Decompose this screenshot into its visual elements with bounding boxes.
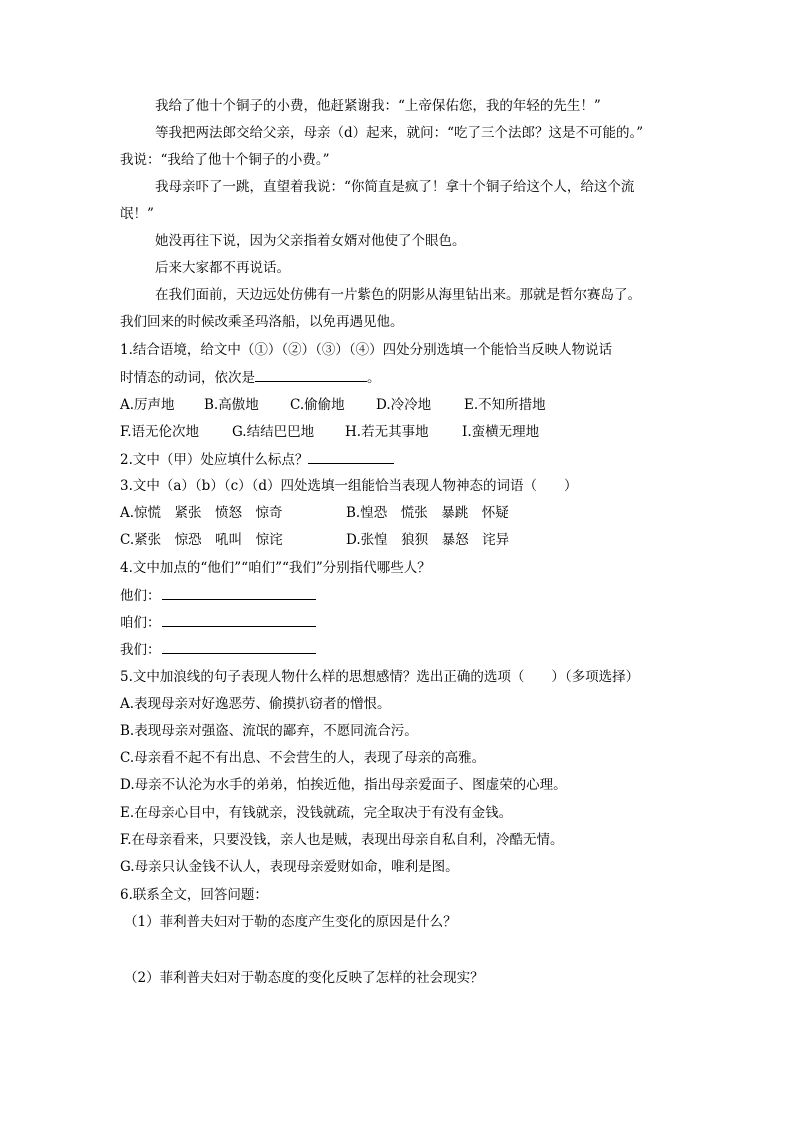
question-1-option-e: E.不知所措地 [464,397,546,413]
question-5-option-c: C.母亲看不起不有出息、不会营生的人，表现了母亲的高雅。 [120,750,486,766]
question-1-option-i: I.蛮横无理地 [462,424,540,440]
passage-paragraph-6: 在我们面前，天边远处仿佛有一片紫色的阴影从海里钻出来。那就是哲尔赛岛了。 [155,287,641,303]
question-3-stem: 3.文中（a）（b）（c）（d）四处选填一组能恰当表现人物神态的词语（ ） [120,478,578,494]
passage-paragraph-4: 她没再往下说，因为父亲指着女婿对他使了个眼色。 [155,233,466,249]
question-4-stem: 4.文中加点的“他们”“咱们”“我们”分别指代哪些人？ [120,560,431,576]
question-6-sub-1: （1）菲利普夫妇对于勒的态度产生变化的原因是什么？ [124,914,457,930]
question-2-stem-line [120,450,680,469]
question-4-label-women: 我们： [120,642,161,658]
passage-paragraph-6-cont: 我们回来的时候改乘圣玛洛船，以免再遇见他。 [120,314,404,330]
question-6-stem: 6.联系全文，回答问题： [120,887,268,903]
question-5-option-b: B.表现母亲对强盗、流氓的鄙弃，不愿同流合污。 [120,723,418,739]
question-1-stem-end: 。 [367,370,381,386]
passage-paragraph-3-cont: 氓！” [120,206,154,222]
passage-paragraph-3: 我母亲吓了一跳，直望着我说：“你简直是疯了！拿十个铜子给这个人，给这个流 [155,179,635,195]
question-3-options-row-1 [120,504,680,522]
question-2-stem: 2.文中（甲）处应填什么标点？ [120,452,309,468]
question-3-option-d: D.张惶 狼狈 暴怒 诧异 [346,532,510,548]
question-5-option-g: G.母亲只认金钱不认人，表现母亲爱财如命，唯利是图。 [120,859,459,875]
question-1-option-c: C.偷偷地 [290,397,345,413]
question-3-option-b: B.惶恐 慌张 暴跳 怀疑 [346,505,509,521]
question-5-option-e: E.在母亲心目中，有钱就亲，没钱就疏，完全取决于有没有金钱。 [120,805,513,821]
question-1-option-a: A.厉声地 [120,397,175,413]
question-3-option-a: A.惊慌 紧张 愤怒 惊奇 [120,505,283,521]
question-4-blank-tamen[interactable] [162,586,316,600]
question-1-option-g: G.结结巴巴地 [232,424,315,440]
question-3-options-row-2 [120,531,680,549]
question-4-blank-women[interactable] [162,640,316,654]
question-6-sub-2: （2）菲利普夫妇对于勒态度的变化反映了怎样的社会现实？ [124,970,484,986]
question-4-label-tamen: 他们： [120,588,161,604]
question-1-option-h: H.若无其事地 [345,424,429,440]
question-4-answer-row-1 [120,586,680,605]
question-1-option-b: B.高傲地 [204,397,259,413]
question-1-options-row-1 [120,396,680,414]
question-1-stem: 1.结合语境，给文中（①）（②）（③）（④）四处分别选填一个能恰当反映人物说话 [120,342,613,358]
question-1-option-f: F.语无伦次地 [120,424,200,440]
question-1-option-d: D.冷冷地 [376,397,432,413]
passage-paragraph-2-cont: 我说：“我给了他十个铜子的小费。” [120,152,330,168]
question-3-option-c: C.紧张 惊恐 吼叫 惊诧 [120,532,283,548]
question-1-answer-blank[interactable] [255,368,367,382]
passage-paragraph-2: 等我把两法郎交给父亲，母亲（d）起来，就问：“吃了三个法郎？这是不可能的。” [155,125,644,141]
question-1-stem-cont [120,368,680,387]
question-2-answer-blank[interactable] [308,450,394,464]
passage-paragraph-5: 后来大家都不再说话。 [155,260,290,276]
question-4-answer-row-2 [120,613,680,632]
question-1-stem-text: 时情态的动词，依次是 [120,370,255,386]
question-5-option-d: D.母亲不认沦为水手的弟弟，怕挨近他，指出母亲爱面子、图虚荣的心理。 [120,777,567,793]
question-1-options-row-2 [120,423,680,441]
question-5-option-a: A.表现母亲对好逸恶劳、偷摸扒窃者的憎恨。 [120,696,391,712]
passage-paragraph-1: 我给了他十个铜子的小费，他赶紧谢我：“上帝保佑您，我的年轻的先生！” [155,98,601,114]
question-4-label-zanmen: 咱们： [120,615,161,631]
question-4-blank-zanmen[interactable] [162,613,316,627]
question-5-stem: 5.文中加浪线的句子表现人物什么样的思想感情？选出正确的选项（ ）（多项选择） [120,669,640,685]
question-4-answer-row-3 [120,640,680,659]
question-5-option-f: F.在母亲看来，只要没钱，亲人也是贼，表现出母亲自私自利，冷酷无情。 [120,832,564,848]
